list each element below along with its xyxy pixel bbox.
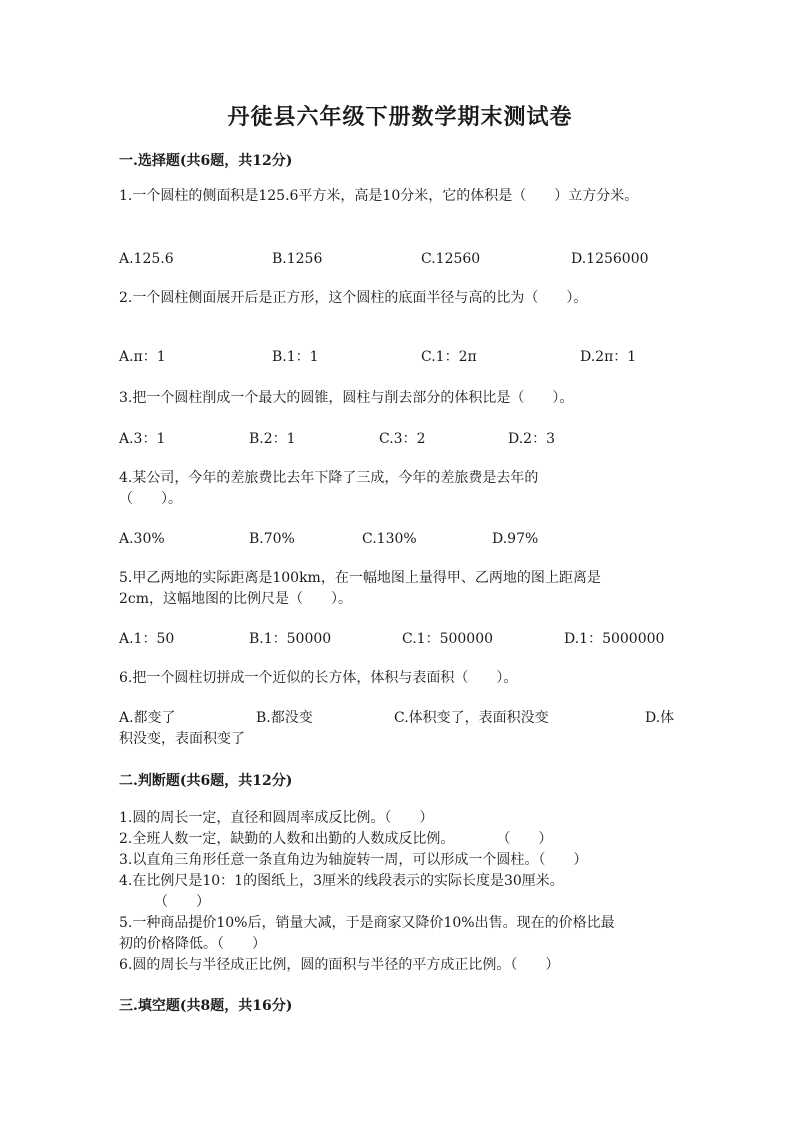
q4-option-b: B.70% (249, 531, 295, 547)
q5-option-c: C.1：500000 (402, 631, 494, 647)
question-4-stem-line-1: 4.某公司，今年的差旅费比去年下降了三成，今年的差旅费是去年的 (119, 470, 539, 486)
judgment-item-6: 6.圆的周长与半径成正比例，圆的面积与半径的平方成正比例。（ ） (119, 957, 560, 973)
judgment-item-1: 1.圆的周长一定，直径和圆周率成反比例。（ ） (119, 810, 434, 826)
section-header-true-false: 二.判断题(共6题，共12分) (119, 773, 293, 789)
q6-option-d: D.体 (645, 710, 675, 726)
judgment-item-5-line-1: 5.一种商品提价10%后，销量大减，于是商家又降价10%出售。现在的价格比最 (119, 915, 615, 931)
question-4-stem-line-2: （ ）。 (119, 491, 182, 507)
section-header-fill-in: 三.填空题(共8题，共16分) (119, 998, 293, 1014)
page-title: 丹徒县六年级下册数学期末测试卷 (227, 104, 573, 130)
question-1-stem: 1.一个圆柱的侧面积是125.6平方米，高是10分米，它的体积是（ ）立方分米。 (119, 188, 639, 204)
q1-option-d: D.1256000 (571, 251, 649, 267)
q6-option-d-continued: 积没变，表面积变了 (119, 731, 245, 747)
q4-option-c: C.130% (362, 531, 417, 547)
q3-option-d: D.2：3 (508, 431, 555, 447)
q3-option-b: B.2：1 (249, 431, 296, 447)
q5-option-a: A.1：50 (119, 631, 175, 647)
q1-option-b: B.1256 (272, 251, 323, 267)
question-3-stem: 3.把一个圆柱削成一个最大的圆锥，圆柱与削去部分的体积比是（ ）。 (119, 390, 574, 406)
q6-option-a: A.都变了 (119, 710, 176, 726)
q3-option-c: C.3：2 (379, 431, 426, 447)
q2-option-c: C.1：2π (421, 349, 477, 365)
q1-option-c: C.12560 (421, 251, 481, 267)
q4-option-d: D.97% (492, 531, 539, 547)
q4-option-a: A.30% (119, 531, 165, 547)
judgment-item-3: 3.以直角三角形任意一条直角边为轴旋转一周，可以形成一个圆柱。（ ） (119, 852, 588, 868)
q3-option-a: A.3：1 (119, 431, 166, 447)
judgment-item-4-line-1: 4.在比例尺是10：1的图纸上，3厘米的线段表示的实际长度是30厘米。 (119, 873, 564, 889)
q2-option-a: A.π：1 (119, 349, 166, 365)
question-5-stem-line-1: 5.甲乙两地的实际距离是100km，在一幅地图上量得甲、乙两地的图上距离是 (119, 570, 601, 586)
q2-option-b: B.1：1 (272, 349, 319, 365)
judgment-item-5-line-2: 初的价格降低。（ ） (119, 936, 266, 952)
q2-option-d: D.2π：1 (580, 349, 637, 365)
section-header-choice: 一.选择题(共6题，共12分) (119, 153, 293, 169)
judgment-item-2: 2.全班人数一定，缺勤的人数和出勤的人数成反比例。 （ ） (119, 831, 553, 847)
q5-option-b: B.1：50000 (249, 631, 332, 647)
q6-option-c: C.体积变了，表面积没变 (394, 710, 549, 726)
judgment-item-4-line-2: （ ） (119, 894, 210, 910)
q6-option-b: B.都没变 (256, 710, 313, 726)
question-5-stem-line-2: 2cm，这幅地图的比例尺是（ ）。 (119, 591, 353, 607)
q5-option-d: D.1：5000000 (564, 631, 665, 647)
question-2-stem: 2.一个圆柱侧面展开后是正方形，这个圆柱的底面半径与高的比为（ ）。 (119, 290, 588, 306)
q1-option-a: A.125.6 (119, 251, 174, 267)
question-6-stem: 6.把一个圆柱切拼成一个近似的长方体，体积与表面积（ ）。 (119, 670, 518, 686)
